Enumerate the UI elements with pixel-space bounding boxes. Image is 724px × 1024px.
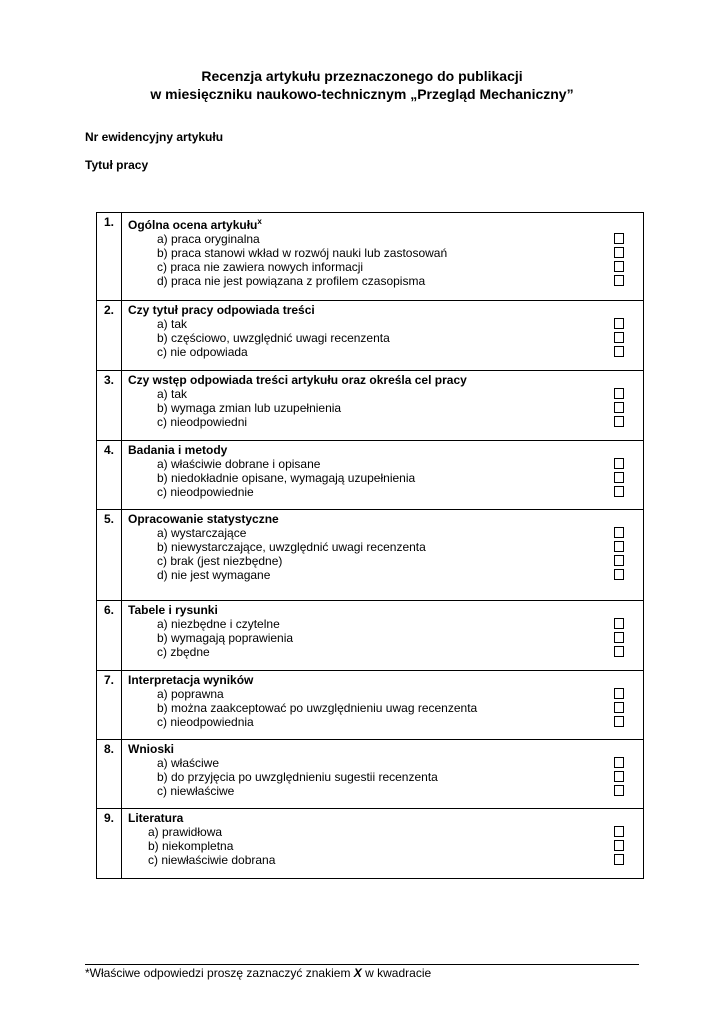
- answer-checkbox[interactable]: [614, 702, 624, 713]
- option-list: [128, 457, 643, 499]
- question-content: [122, 740, 644, 809]
- option-label: a) poprawna: [157, 687, 224, 701]
- option-label: a) tak: [157, 317, 188, 331]
- answer-checkbox[interactable]: [614, 233, 624, 244]
- question-number: 2.: [97, 301, 122, 371]
- answer-checkbox[interactable]: [614, 555, 624, 566]
- question-title: [128, 373, 643, 387]
- option-item: [128, 485, 643, 499]
- option-item: [128, 457, 643, 471]
- option-item: [128, 274, 643, 288]
- article-title-label: Tytuł pracy: [85, 158, 149, 172]
- option-item: [128, 617, 643, 631]
- question-number: 5.: [97, 510, 122, 601]
- option-item: [128, 526, 643, 540]
- option-label: b) niedokładnie opisane, wymagają uzupełnienia: [157, 471, 416, 485]
- question-content: [122, 301, 644, 371]
- answer-checkbox[interactable]: [614, 826, 624, 837]
- option-item: [128, 331, 643, 345]
- option-item: [128, 645, 643, 659]
- answer-checkbox[interactable]: [614, 646, 624, 657]
- question-content: [122, 213, 644, 301]
- option-label: c) zbędne: [157, 645, 210, 659]
- option-item: [128, 568, 643, 582]
- footnote-marker: x: [257, 217, 262, 226]
- option-label: b) praca stanowi wkład w rozwój nauki lub zastosowań: [157, 246, 448, 260]
- question-number: 9.: [97, 809, 122, 879]
- option-list: [128, 526, 643, 582]
- question-number: 4.: [97, 441, 122, 510]
- question-title: [128, 811, 643, 825]
- answer-checkbox[interactable]: [614, 388, 624, 399]
- option-item: [128, 770, 643, 784]
- question-title-text: Czy wstęp odpowiada treści artykułu oraz określa cel pracy: [128, 373, 467, 387]
- option-item: [128, 701, 643, 715]
- question-content: [122, 371, 644, 441]
- answer-checkbox[interactable]: [614, 757, 624, 768]
- footnote-mark: X: [353, 966, 362, 980]
- answer-checkbox[interactable]: [614, 854, 624, 865]
- question-title-text: Ogólna ocena artykułu: [128, 218, 258, 232]
- question-row: [97, 213, 644, 301]
- question-row: [97, 740, 644, 809]
- option-label: b) do przyjęcia po uwzględnieniu sugestii recenzenta: [157, 770, 438, 784]
- answer-checkbox[interactable]: [614, 472, 624, 483]
- option-label: c) nieodpowiednie: [157, 485, 254, 499]
- option-label: b) niekompletna: [148, 839, 234, 853]
- option-item: [128, 631, 643, 645]
- question-title-text: Literatura: [128, 811, 184, 825]
- question-row: [97, 301, 644, 371]
- option-item: [128, 471, 643, 485]
- question-row: [97, 441, 644, 510]
- option-label: b) można zaakceptować po uwzględnieniu uwag recenzenta: [157, 701, 478, 715]
- question-row: [97, 601, 644, 671]
- review-table: [96, 212, 644, 879]
- option-label: c) nieodpowiednia: [157, 715, 254, 729]
- option-label: c) brak (jest niezbędne): [157, 554, 283, 568]
- question-number: 8.: [97, 740, 122, 809]
- question-title-text: Tabele i rysunki: [128, 603, 218, 617]
- answer-checkbox[interactable]: [614, 527, 624, 538]
- option-list: [128, 756, 643, 798]
- option-label: c) nie odpowiada: [157, 345, 248, 359]
- question-number: 3.: [97, 371, 122, 441]
- question-content: [122, 671, 644, 740]
- footnote-prefix: *Właściwe odpowiedzi proszę zaznaczyć znakiem: [85, 966, 354, 980]
- title-line-1: Recenzja artykułu przeznaczonego do publikacji: [201, 68, 523, 84]
- article-number-label: Nr ewidencyjny artykułu: [85, 130, 224, 144]
- option-label: a) wystarczające: [157, 526, 247, 540]
- answer-checkbox[interactable]: [614, 318, 624, 329]
- question-title: [128, 512, 643, 526]
- answer-checkbox[interactable]: [614, 402, 624, 413]
- option-item: [128, 387, 643, 401]
- title-line-2: w miesięczniku naukowo-technicznym „Przegląd Mechaniczny”: [150, 86, 574, 102]
- question-row: [97, 371, 644, 441]
- answer-checkbox[interactable]: [614, 688, 624, 699]
- option-item: [128, 540, 643, 554]
- option-label: c) niewłaściwe: [157, 784, 235, 798]
- page-title: [0, 67, 724, 103]
- question-title-text: Badania i metody: [128, 443, 228, 457]
- answer-checkbox[interactable]: [614, 785, 624, 796]
- question-row: [97, 809, 644, 879]
- answer-checkbox[interactable]: [614, 569, 624, 580]
- answer-checkbox[interactable]: [614, 247, 624, 258]
- option-item: [128, 839, 643, 853]
- answer-checkbox[interactable]: [614, 716, 624, 727]
- footnote-suffix: w kwadracie: [361, 966, 432, 980]
- option-item: [128, 345, 643, 359]
- question-content: [122, 601, 644, 671]
- answer-checkbox[interactable]: [614, 346, 624, 357]
- option-label: a) tak: [157, 387, 188, 401]
- answer-checkbox[interactable]: [614, 416, 624, 427]
- question-content: [122, 441, 644, 510]
- question-title: [128, 673, 643, 687]
- option-list: [128, 317, 643, 359]
- footnote-divider: [85, 964, 639, 965]
- option-list: [128, 617, 643, 659]
- option-list: [128, 825, 643, 867]
- answer-checkbox[interactable]: [614, 632, 624, 643]
- question-row: [97, 671, 644, 740]
- question-row: [97, 510, 644, 601]
- question-title-text: Wnioski: [128, 742, 175, 756]
- question-title: [128, 215, 643, 232]
- question-content: [122, 809, 644, 879]
- option-label: b) częściowo, uwzględnić uwagi recenzenta: [157, 331, 390, 345]
- question-content: [122, 510, 644, 601]
- answer-checkbox[interactable]: [614, 458, 624, 469]
- answer-checkbox[interactable]: [614, 541, 624, 552]
- option-item: [128, 260, 643, 274]
- answer-checkbox[interactable]: [614, 261, 624, 272]
- option-label: c) niewłaściwie dobrana: [148, 853, 276, 867]
- footnote: [85, 966, 431, 980]
- question-number: 7.: [97, 671, 122, 740]
- option-label: a) niezbędne i czytelne: [157, 617, 280, 631]
- option-label: b) wymaga zmian lub uzupełnienia: [157, 401, 342, 415]
- option-item: [128, 554, 643, 568]
- answer-checkbox[interactable]: [614, 486, 624, 497]
- question-number: 1.: [97, 213, 122, 301]
- question-number: 6.: [97, 601, 122, 671]
- option-item: [128, 317, 643, 331]
- option-label: d) praca nie jest powiązana z profilem czasopisma: [157, 274, 426, 288]
- option-label: a) prawidłowa: [148, 825, 223, 839]
- question-title-text: Opracowanie statystyczne: [128, 512, 279, 526]
- option-list: [128, 232, 643, 288]
- option-label: a) właściwie dobrane i opisane: [157, 457, 321, 471]
- option-label: d) nie jest wymagane: [157, 568, 271, 582]
- option-item: [128, 853, 643, 867]
- option-label: b) niewystarczające, uwzględnić uwagi recenzenta: [157, 540, 426, 554]
- question-title: [128, 443, 643, 457]
- option-item: [128, 246, 643, 260]
- option-label: c) praca nie zawiera nowych informacji: [157, 260, 364, 274]
- question-title: [128, 742, 643, 756]
- option-item: [128, 784, 643, 798]
- answer-checkbox[interactable]: [614, 332, 624, 343]
- question-title: [128, 603, 643, 617]
- question-title: [128, 303, 643, 317]
- question-title-text: Interpretacja wyników: [128, 673, 254, 687]
- option-item: [128, 715, 643, 729]
- answer-checkbox[interactable]: [614, 275, 624, 286]
- option-label: b) wymagają poprawienia: [157, 631, 294, 645]
- option-item: [128, 415, 643, 429]
- option-list: [128, 687, 643, 729]
- answer-checkbox[interactable]: [614, 840, 624, 851]
- option-item: [128, 401, 643, 415]
- answer-checkbox[interactable]: [614, 618, 624, 629]
- option-item: [128, 825, 643, 839]
- option-item: [128, 756, 643, 770]
- option-label: c) nieodpowiedni: [157, 415, 248, 429]
- option-item: [128, 687, 643, 701]
- option-item: [128, 232, 643, 246]
- answer-checkbox[interactable]: [614, 771, 624, 782]
- option-label: a) praca oryginalna: [157, 232, 260, 246]
- option-list: [128, 387, 643, 429]
- question-title-text: Czy tytuł pracy odpowiada treści: [128, 303, 315, 317]
- option-label: a) właściwe: [157, 756, 220, 770]
